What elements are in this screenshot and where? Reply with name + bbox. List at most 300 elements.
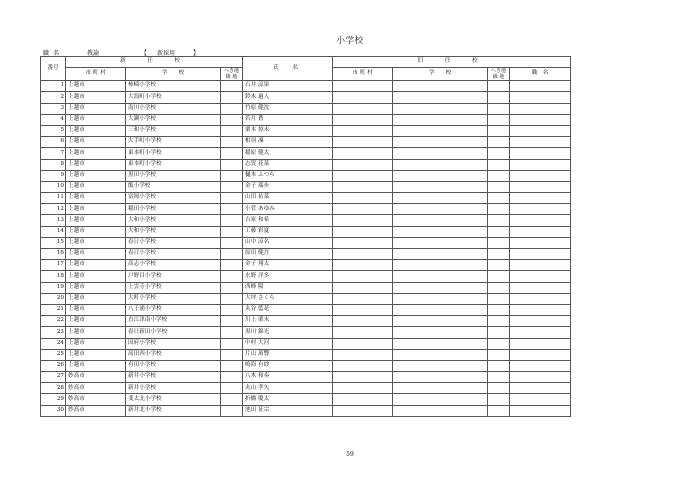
- name-cell: 金子 翔太: [243, 260, 333, 271]
- old-remote-cell: [488, 304, 510, 315]
- new-school-cell: 春日新田小学校: [126, 327, 221, 338]
- old-school-cell: [393, 226, 488, 237]
- job-label: 職名: [43, 50, 64, 57]
- row-number: 18: [41, 271, 66, 282]
- header-name: 氏 名: [243, 57, 333, 81]
- new-school-cell: 大町小学校: [126, 293, 221, 304]
- old-school-cell: [393, 148, 488, 159]
- old-city-cell: [333, 304, 393, 315]
- old-city-cell: [333, 159, 393, 170]
- old-remote-cell: [488, 159, 510, 170]
- old-city-cell: [333, 327, 393, 338]
- old-remote-cell: [488, 92, 510, 103]
- new-city-cell: 上越市: [66, 338, 126, 349]
- old-job-cell: [510, 215, 571, 226]
- new-city-cell: 上越市: [66, 159, 126, 170]
- old-remote-cell: [488, 81, 510, 92]
- row-number: 19: [41, 282, 66, 293]
- old-remote-cell: [488, 383, 510, 394]
- name-cell: 中村 大河: [243, 338, 333, 349]
- old-city-cell: [333, 81, 393, 92]
- old-school-cell: [393, 293, 488, 304]
- new-school-cell: 上雲寺小学校: [126, 282, 221, 293]
- row-number: 26: [41, 360, 66, 371]
- name-cell: 工藤 彩夏: [243, 226, 333, 237]
- new-school-cell: 大和小学校: [126, 215, 221, 226]
- new-remote-cell: [221, 372, 243, 383]
- old-job-cell: [510, 293, 571, 304]
- old-remote-cell: [488, 271, 510, 282]
- old-remote-cell: [488, 316, 510, 327]
- new-remote-cell: [221, 215, 243, 226]
- new-remote-cell: [221, 327, 243, 338]
- old-city-cell: [333, 204, 393, 215]
- old-remote-cell: [488, 193, 510, 204]
- header-old-remote-line2: 級 地: [492, 74, 505, 81]
- old-job-cell: [510, 282, 571, 293]
- new-remote-cell: [221, 125, 243, 136]
- new-school-cell: 斐太北小学校: [126, 394, 221, 405]
- new-city-cell: 妙高市: [66, 372, 126, 383]
- old-remote-cell: [488, 327, 510, 338]
- table-row: [41, 293, 571, 304]
- roster-body: [41, 81, 571, 417]
- table-row: [41, 394, 571, 405]
- new-school-cell: 戸野目小学校: [126, 271, 221, 282]
- new-city-cell: 上越市: [66, 114, 126, 125]
- new-school-cell: 黒田小学校: [126, 170, 221, 181]
- row-number: 5: [41, 125, 66, 136]
- name-cell: 原田 健吾: [243, 249, 333, 260]
- new-remote-cell: [221, 81, 243, 92]
- new-city-cell: 上越市: [66, 249, 126, 260]
- new-remote-cell: [221, 293, 243, 304]
- old-school-cell: [393, 215, 488, 226]
- new-city-cell: 上越市: [66, 360, 126, 371]
- old-city-cell: [333, 125, 393, 136]
- new-remote-cell: [221, 394, 243, 405]
- page-title: 小学校: [336, 36, 364, 46]
- new-school-cell: 南川小学校: [126, 103, 221, 114]
- row-number: 8: [41, 159, 66, 170]
- old-school-cell: [393, 137, 488, 148]
- old-school-cell: [393, 360, 488, 371]
- row-number: 20: [41, 293, 66, 304]
- row-number: 6: [41, 137, 66, 148]
- new-remote-cell: [221, 349, 243, 360]
- name-cell: 稲原 健太: [243, 148, 333, 159]
- new-school-cell: 飯小学校: [126, 181, 221, 192]
- row-number: 17: [41, 260, 66, 271]
- row-number: 16: [41, 249, 66, 260]
- name-cell: 八木 和奏: [243, 372, 333, 383]
- header-old-post: 旧 任 校: [333, 57, 571, 68]
- new-remote-cell: [221, 226, 243, 237]
- new-remote-cell: [221, 137, 243, 148]
- table-row: [41, 383, 571, 394]
- old-remote-cell: [488, 103, 510, 114]
- new-school-cell: 大和小学校: [126, 226, 221, 237]
- old-city-cell: [333, 316, 393, 327]
- old-school-cell: [393, 316, 488, 327]
- row-number: 15: [41, 237, 66, 248]
- new-city-cell: 上越市: [66, 327, 126, 338]
- old-school-cell: [393, 383, 488, 394]
- old-job-cell: [510, 226, 571, 237]
- row-number: 10: [41, 181, 66, 192]
- table-row: [41, 181, 571, 192]
- old-city-cell: [333, 181, 393, 192]
- table-row: [41, 372, 571, 383]
- new-remote-cell: [221, 159, 243, 170]
- row-number: 29: [41, 394, 66, 405]
- bracket-close: 】: [193, 50, 200, 57]
- old-school-cell: [393, 405, 488, 416]
- new-remote-cell: [221, 249, 243, 260]
- old-city-cell: [333, 383, 393, 394]
- old-job-cell: [510, 125, 571, 136]
- new-remote-cell: [221, 360, 243, 371]
- header-old-remote: [488, 68, 510, 81]
- old-city-cell: [333, 271, 393, 282]
- name-cell: 丸谷 藍花: [243, 304, 333, 315]
- table-row: [41, 349, 571, 360]
- table-row: [41, 137, 571, 148]
- old-job-cell: [510, 405, 571, 416]
- old-school-cell: [393, 372, 488, 383]
- name-cell: 相羽 凜: [243, 137, 333, 148]
- name-cell: 志賀 花菜: [243, 159, 333, 170]
- old-city-cell: [333, 103, 393, 114]
- old-remote-cell: [488, 249, 510, 260]
- row-number: 1: [41, 81, 66, 92]
- table-row: [41, 226, 571, 237]
- name-cell: 山中 涼名: [243, 237, 333, 248]
- old-school-cell: [393, 327, 488, 338]
- old-school-cell: [393, 170, 488, 181]
- new-remote-cell: [221, 103, 243, 114]
- old-job-cell: [510, 148, 571, 159]
- new-remote-cell: [221, 282, 243, 293]
- old-job-cell: [510, 360, 571, 371]
- new-school-cell: 八千浦小学校: [126, 304, 221, 315]
- row-number: 13: [41, 215, 66, 226]
- new-school-cell: 高田西小学校: [126, 349, 221, 360]
- name-cell: 栗本 掠未: [243, 125, 333, 136]
- table-row: [41, 103, 571, 114]
- header-new-school: 学 校: [126, 68, 221, 81]
- new-city-cell: 上越市: [66, 193, 126, 204]
- name-cell: 竹原 健沈: [243, 103, 333, 114]
- old-school-cell: [393, 103, 488, 114]
- old-school-cell: [393, 338, 488, 349]
- new-school-cell: 富岡小学校: [126, 193, 221, 204]
- table-row: [41, 148, 571, 159]
- new-school-cell: 国府小学校: [126, 338, 221, 349]
- name-cell: 折橋 慶太: [243, 394, 333, 405]
- new-city-cell: 上越市: [66, 349, 126, 360]
- table-row: [41, 215, 571, 226]
- name-cell: 鈴木 過人: [243, 92, 333, 103]
- new-school-cell: 東本町小学校: [126, 148, 221, 159]
- new-city-cell: 上越市: [66, 316, 126, 327]
- name-cell: 石井 涼果: [243, 81, 333, 92]
- old-city-cell: [333, 137, 393, 148]
- old-remote-cell: [488, 405, 510, 416]
- table-row: [41, 125, 571, 136]
- old-city-cell: [333, 338, 393, 349]
- old-remote-cell: [488, 114, 510, 125]
- header-old-remote-line1: へき地: [491, 68, 507, 75]
- old-job-cell: [510, 204, 571, 215]
- new-school-cell: 春日小学校: [126, 249, 221, 260]
- old-remote-cell: [488, 237, 510, 248]
- old-city-cell: [333, 193, 393, 204]
- header-new-remote: [221, 68, 243, 81]
- new-city-cell: 上越市: [66, 181, 126, 192]
- table-row: [41, 405, 571, 416]
- new-city-cell: 上越市: [66, 260, 126, 271]
- old-remote-cell: [488, 148, 510, 159]
- old-city-cell: [333, 114, 393, 125]
- table-row: [41, 249, 571, 260]
- row-number: 11: [41, 193, 66, 204]
- new-remote-cell: [221, 114, 243, 125]
- old-job-cell: [510, 137, 571, 148]
- table-row: [41, 316, 571, 327]
- table-row: [41, 237, 571, 248]
- old-school-cell: [393, 181, 488, 192]
- name-cell: 川上 栗未: [243, 316, 333, 327]
- old-job-cell: [510, 304, 571, 315]
- old-job-cell: [510, 349, 571, 360]
- new-school-cell: 柿崎小学校: [126, 81, 221, 92]
- old-city-cell: [333, 237, 393, 248]
- old-city-cell: [333, 92, 393, 103]
- row-number: 28: [41, 383, 66, 394]
- new-remote-cell: [221, 170, 243, 181]
- new-city-cell: 上越市: [66, 226, 126, 237]
- new-remote-cell: [221, 383, 243, 394]
- new-city-cell: 妙高市: [66, 394, 126, 405]
- header-new-remote-line1: へき地: [224, 68, 240, 75]
- roster-table: [40, 56, 571, 417]
- name-cell: 丸山 孝矢: [243, 383, 333, 394]
- old-remote-cell: [488, 260, 510, 271]
- row-number: 21: [41, 304, 66, 315]
- row-number: 27: [41, 372, 66, 383]
- old-school-cell: [393, 92, 488, 103]
- old-job-cell: [510, 237, 571, 248]
- new-city-cell: 妙高市: [66, 405, 126, 416]
- new-city-cell: 上越市: [66, 125, 126, 136]
- old-city-cell: [333, 282, 393, 293]
- new-city-cell: 上越市: [66, 170, 126, 181]
- old-job-cell: [510, 81, 571, 92]
- name-cell: 小菅 あゆみ: [243, 204, 333, 215]
- old-job-cell: [510, 114, 571, 125]
- new-city-cell: 上越市: [66, 237, 126, 248]
- old-school-cell: [393, 81, 488, 92]
- old-city-cell: [333, 360, 393, 371]
- old-job-cell: [510, 260, 571, 271]
- old-school-cell: [393, 260, 488, 271]
- header-old-job: 職 名: [510, 68, 571, 81]
- old-city-cell: [333, 170, 393, 181]
- name-cell: 鳴海 有紗: [243, 360, 333, 371]
- new-city-cell: 上越市: [66, 92, 126, 103]
- new-school-cell: 新井北小学校: [126, 405, 221, 416]
- table-row: [41, 193, 571, 204]
- old-school-cell: [393, 271, 488, 282]
- old-job-cell: [510, 372, 571, 383]
- new-school-cell: 春日小学校: [126, 237, 221, 248]
- row-number: 9: [41, 170, 66, 181]
- header-new-post: 新 任 校: [66, 57, 243, 68]
- table-row: [41, 170, 571, 181]
- old-remote-cell: [488, 372, 510, 383]
- old-school-cell: [393, 304, 488, 315]
- new-remote-cell: [221, 181, 243, 192]
- new-city-cell: 妙高市: [66, 383, 126, 394]
- old-remote-cell: [488, 360, 510, 371]
- old-school-cell: [393, 249, 488, 260]
- row-number: 3: [41, 103, 66, 114]
- new-city-cell: 上越市: [66, 304, 126, 315]
- new-school-cell: 有田小学校: [126, 360, 221, 371]
- old-school-cell: [393, 193, 488, 204]
- old-school-cell: [393, 204, 488, 215]
- new-school-cell: 新井小学校: [126, 372, 221, 383]
- header-new-remote-line2: 級 地: [225, 74, 238, 81]
- old-remote-cell: [488, 170, 510, 181]
- name-cell: 水野 洋多: [243, 271, 333, 282]
- old-job-cell: [510, 92, 571, 103]
- old-city-cell: [333, 372, 393, 383]
- old-remote-cell: [488, 293, 510, 304]
- old-school-cell: [393, 114, 488, 125]
- row-number: 4: [41, 114, 66, 125]
- name-cell: 吉家 和希: [243, 215, 333, 226]
- old-city-cell: [333, 249, 393, 260]
- old-job-cell: [510, 338, 571, 349]
- old-school-cell: [393, 394, 488, 405]
- hire-type: 新採用: [157, 50, 176, 57]
- new-remote-cell: [221, 237, 243, 248]
- old-city-cell: [333, 394, 393, 405]
- old-job-cell: [510, 103, 571, 114]
- new-city-cell: 上越市: [66, 204, 126, 215]
- new-school-cell: 高志小学校: [126, 260, 221, 271]
- old-city-cell: [333, 260, 393, 271]
- old-remote-cell: [488, 215, 510, 226]
- table-row: [41, 338, 571, 349]
- old-remote-cell: [488, 349, 510, 360]
- old-remote-cell: [488, 204, 510, 215]
- row-number: 30: [41, 405, 66, 416]
- old-job-cell: [510, 394, 571, 405]
- row-number: 7: [41, 148, 66, 159]
- new-school-cell: 東本町小学校: [126, 159, 221, 170]
- name-cell: 山田 祐菜: [243, 193, 333, 204]
- new-remote-cell: [221, 193, 243, 204]
- new-city-cell: 上越市: [66, 271, 126, 282]
- old-job-cell: [510, 181, 571, 192]
- name-cell: 若月 蒼: [243, 114, 333, 125]
- new-remote-cell: [221, 405, 243, 416]
- table-row: [41, 282, 571, 293]
- table-row: [41, 260, 571, 271]
- old-city-cell: [333, 405, 393, 416]
- new-school-cell: 大瀬小学校: [126, 114, 221, 125]
- old-remote-cell: [488, 137, 510, 148]
- new-remote-cell: [221, 338, 243, 349]
- table-row: [41, 360, 571, 371]
- page-number: 59: [346, 451, 354, 458]
- new-remote-cell: [221, 304, 243, 315]
- old-job-cell: [510, 383, 571, 394]
- name-cell: 黒川 錦光: [243, 327, 333, 338]
- old-remote-cell: [488, 338, 510, 349]
- old-remote-cell: [488, 282, 510, 293]
- old-job-cell: [510, 316, 571, 327]
- new-school-cell: 三和小学校: [126, 125, 221, 136]
- table-row: [41, 92, 571, 103]
- old-school-cell: [393, 237, 488, 248]
- row-number: 12: [41, 204, 66, 215]
- old-job-cell: [510, 159, 571, 170]
- header-number: 番号: [41, 57, 66, 81]
- old-remote-cell: [488, 394, 510, 405]
- bracket-open: 【: [141, 50, 148, 57]
- row-number: 25: [41, 349, 66, 360]
- old-remote-cell: [488, 125, 510, 136]
- new-remote-cell: [221, 316, 243, 327]
- new-school-cell: 新井小学校: [126, 383, 221, 394]
- old-city-cell: [333, 215, 393, 226]
- table-row: [41, 304, 571, 315]
- row-number: 23: [41, 327, 66, 338]
- header-new-city: 市 町 村: [66, 68, 126, 81]
- old-school-cell: [393, 159, 488, 170]
- new-school-cell: 大手町小学校: [126, 137, 221, 148]
- new-city-cell: 上越市: [66, 81, 126, 92]
- old-remote-cell: [488, 226, 510, 237]
- table-row: [41, 204, 571, 215]
- new-city-cell: 上越市: [66, 282, 126, 293]
- old-remote-cell: [488, 181, 510, 192]
- old-city-cell: [333, 293, 393, 304]
- old-school-cell: [393, 125, 488, 136]
- name-cell: 樋本 ふつら: [243, 170, 333, 181]
- name-cell: 西峰 陽: [243, 282, 333, 293]
- new-school-cell: 大潟町小学校: [126, 92, 221, 103]
- new-city-cell: 上越市: [66, 103, 126, 114]
- new-remote-cell: [221, 204, 243, 215]
- old-job-cell: [510, 249, 571, 260]
- old-city-cell: [333, 226, 393, 237]
- old-job-cell: [510, 193, 571, 204]
- old-job-cell: [510, 170, 571, 181]
- row-number: 22: [41, 316, 66, 327]
- old-job-cell: [510, 271, 571, 282]
- new-city-cell: 上越市: [66, 215, 126, 226]
- table-row: [41, 327, 571, 338]
- row-number: 14: [41, 226, 66, 237]
- row-number: 2: [41, 92, 66, 103]
- new-remote-cell: [221, 271, 243, 282]
- table-row: [41, 271, 571, 282]
